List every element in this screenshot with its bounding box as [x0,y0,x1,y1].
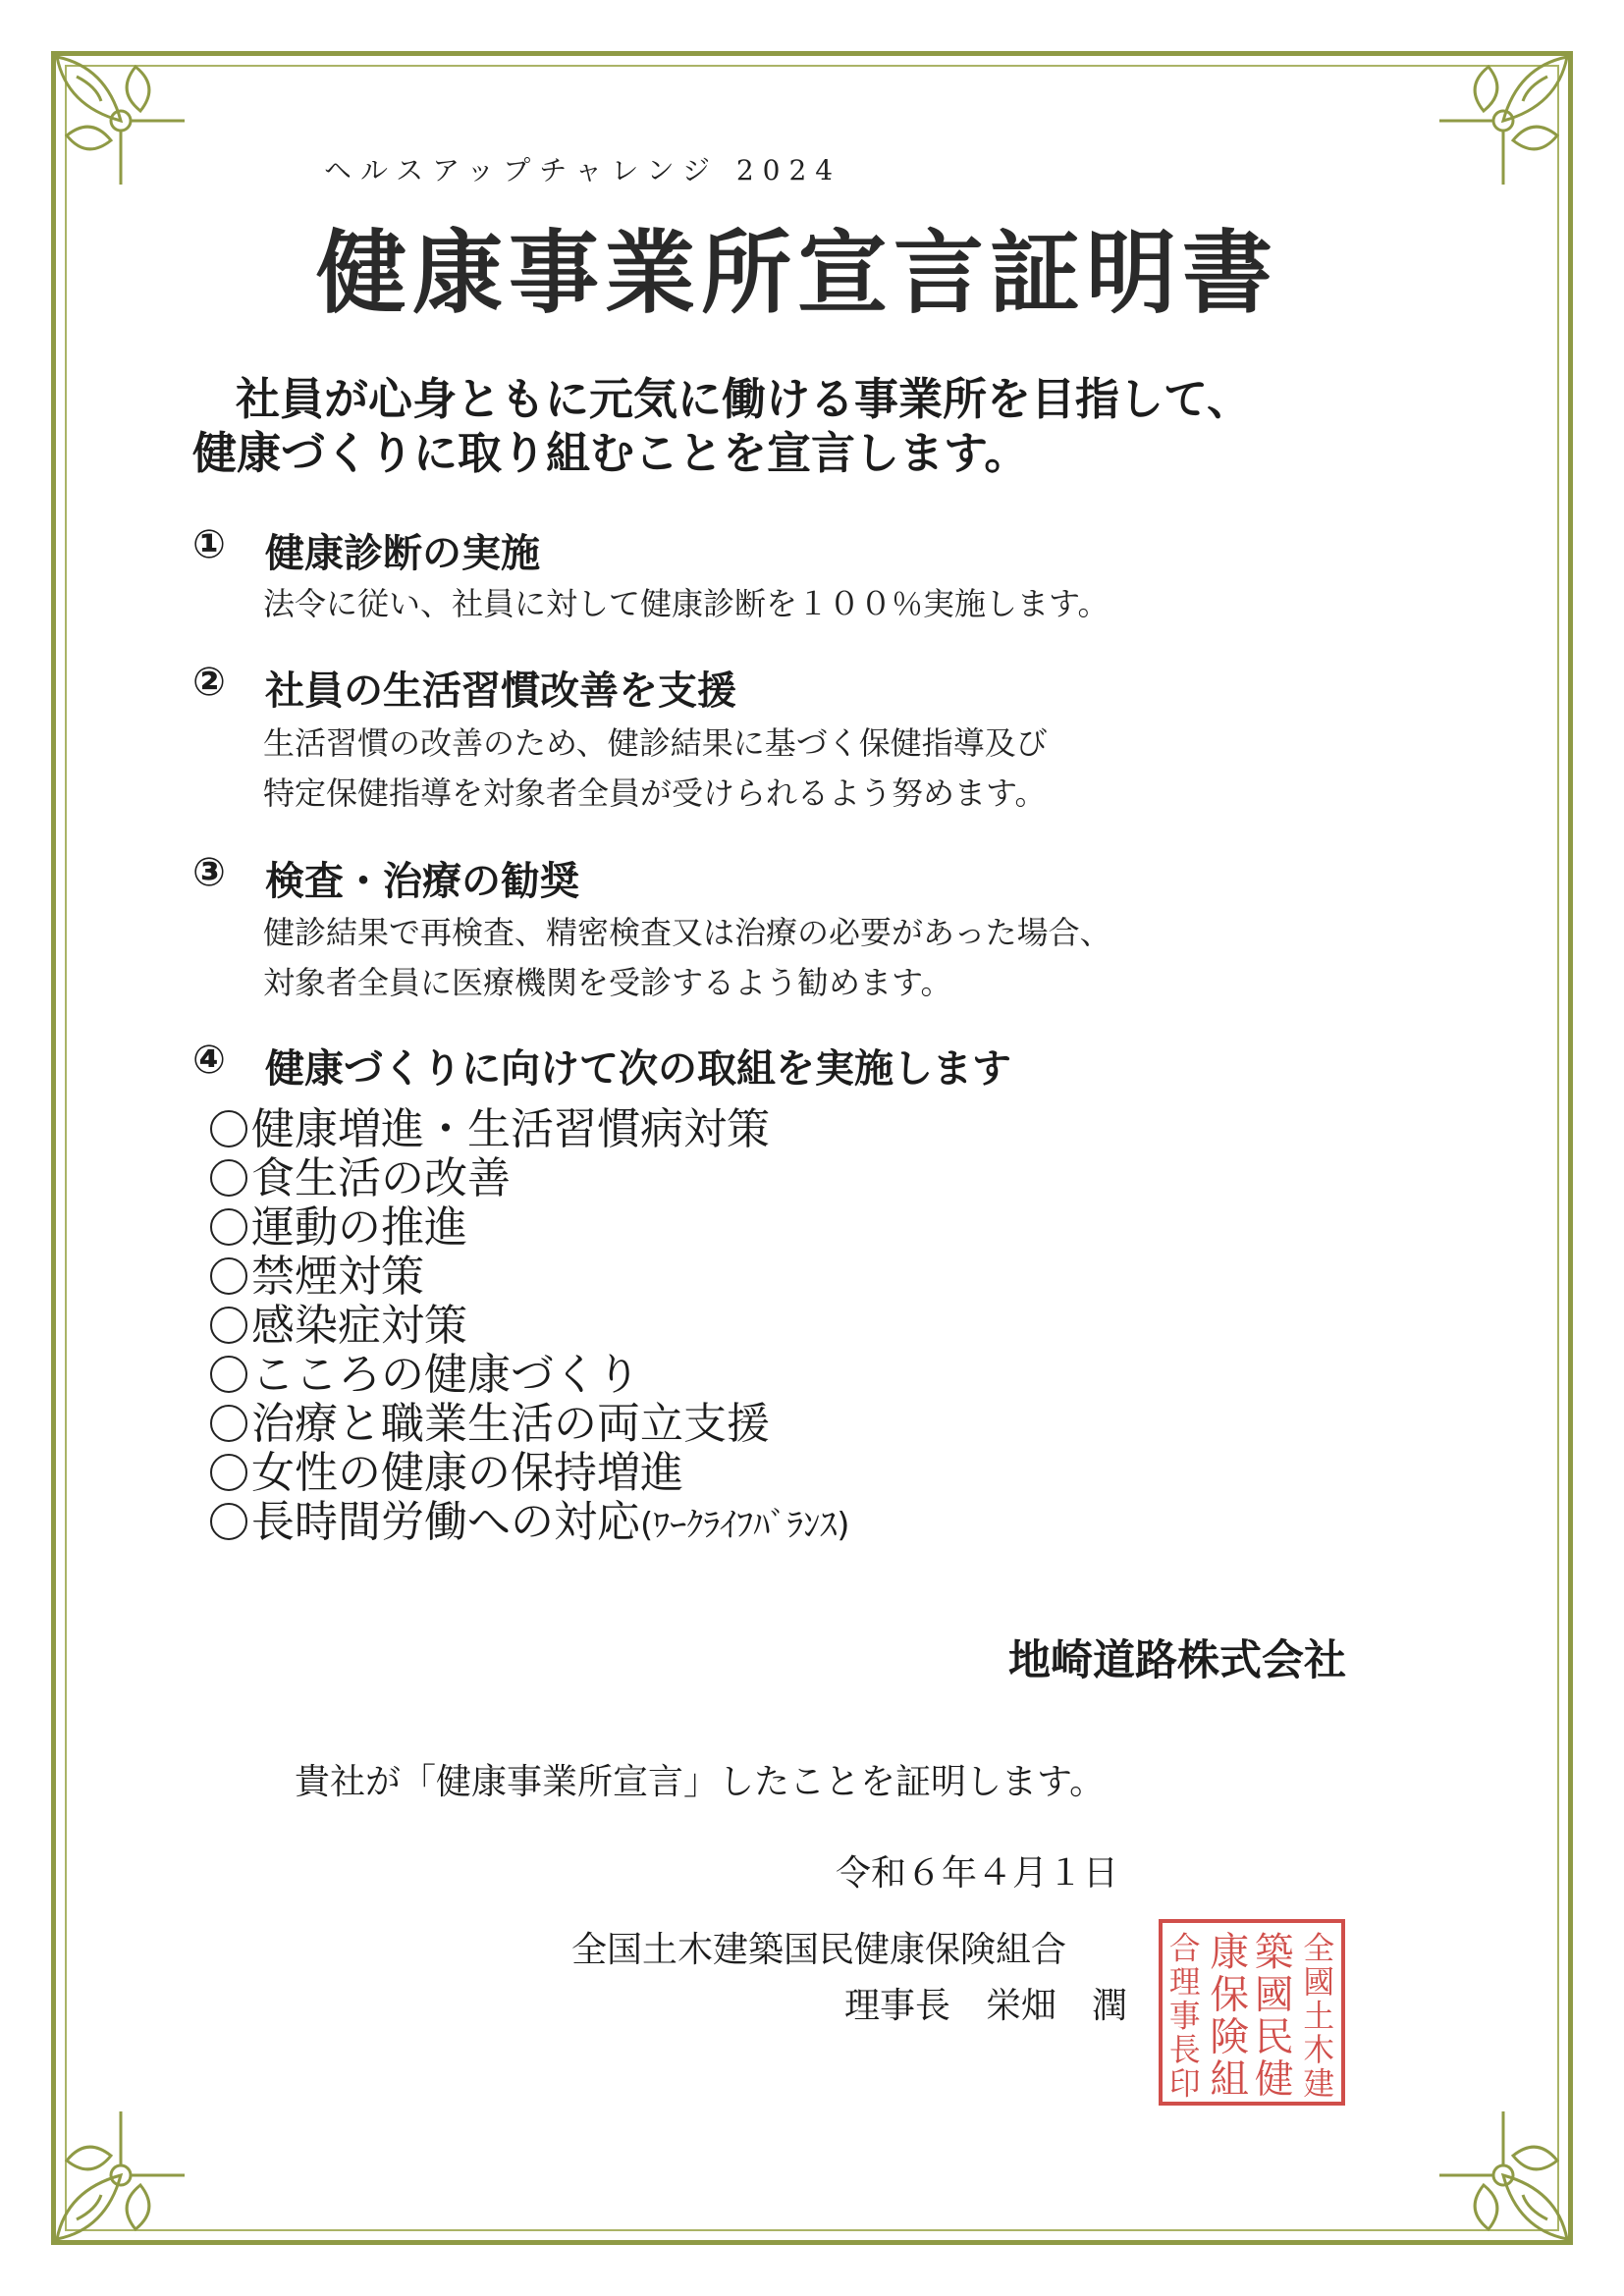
seal-character: 國 [1254,1972,1294,2018]
circle-bullet-icon [210,1356,247,1393]
item-number: ④ [192,1038,226,1083]
seal-character: 民 [1254,2014,1294,2060]
item-heading: 検査・治療の勧奨 [265,859,579,904]
circle-bullet-icon [210,1454,247,1491]
list-item: 女性の健康の保持増進 [210,1449,850,1498]
seal-character: 健 [1254,2056,1294,2102]
list-item: 治療と職業生活の両立支援 [210,1400,850,1449]
item-heading: 健康診断の実施 [265,531,540,576]
seal-character: 理 [1168,1964,1201,2001]
seal-character: 木 [1303,2032,1335,2068]
seal-character: 土 [1303,1999,1335,2035]
item-body-line: 生活習慣の改善のため、健診結果に基づく保健指導及び [263,724,1048,762]
seal-character: 険 [1210,2014,1250,2060]
item-body-line: 法令に従い、社員に対して健康診断を１００％実施します。 [263,585,1110,622]
certificate-title: 健康事業所宣言証明書 [316,220,1279,326]
seal-character: 事 [1168,1999,1201,2035]
issuer-organization: 全国土木建築国民健康保険組合 [571,1930,1067,1970]
intro-line-2: 健康づくりに取り組むことを宣言します。 [192,427,1029,479]
corner-ornament-top-left [47,47,194,194]
list-item: 運動の推進 [210,1203,850,1253]
circle-bullet-icon [210,1503,247,1540]
circle-bullet-icon [210,1159,247,1197]
seal-character: 保 [1210,1972,1250,2018]
item-number: ② [192,660,226,705]
corner-ornament-bottom-left [47,2102,194,2249]
seal-character: 康 [1210,1930,1250,1976]
company-name: 地崎道路株式会社 [1008,1636,1346,1685]
seal-character: 全 [1303,1931,1335,1967]
seal-character: 組 [1210,2056,1250,2102]
list-item: こころの健康づくり [210,1351,850,1400]
list-item: 健康増進・生活習慣病対策 [210,1105,850,1154]
list-item: 食生活の改善 [210,1154,850,1203]
seal-character: 印 [1168,2066,1201,2102]
certification-text: 貴社が「健康事業所宣言」したことを証明します。 [295,1762,1106,1802]
seal-character: 長 [1168,2032,1201,2068]
item-number: ③ [192,850,226,895]
activity-list [210,1105,850,1547]
activity-note: (ﾜｰｸﾗｲﾌﾊﾞﾗﾝｽ) [640,1506,850,1545]
issuer-title-name: 理事長 栄畑 潤 [844,1986,1128,2026]
list-item: 感染症対策 [210,1302,850,1351]
circle-bullet-icon [210,1257,247,1295]
item-heading: 社員の生活習慣改善を支援 [265,668,736,714]
circle-bullet-icon [210,1208,247,1246]
list-item: 禁煙対策 [210,1253,850,1302]
issue-date: 令和６年４月１日 [836,1853,1119,1894]
seal-character: 合 [1168,1931,1201,1967]
intro-line-1: 社員が心身ともに元気に働ける事業所を目指して、 [236,373,1252,425]
official-seal-stamp [1159,1919,1345,2106]
seal-character: 築 [1254,1930,1294,1976]
certificate-subtitle: ヘルスアップチャレンジ 2024 [324,154,842,187]
item-number: ① [192,522,226,567]
circle-bullet-icon [210,1307,247,1344]
circle-bullet-icon [210,1110,247,1148]
item-heading: 健康づくりに向けて次の取組を実施します [265,1046,1011,1092]
item-body-line: 対象者全員に医療機関を受診するよう勧めます。 [263,964,952,1001]
circle-bullet-icon [210,1405,247,1442]
item-body-line: 健診結果で再検査、精密検査又は治療の必要があった場合、 [263,914,1111,951]
corner-ornament-top-right [1430,47,1577,194]
seal-character: 國 [1303,1964,1335,2001]
list-item: 長時間労働への対応(ﾜｰｸﾗｲﾌﾊﾞﾗﾝｽ) [210,1498,850,1547]
corner-ornament-bottom-right [1430,2102,1577,2249]
seal-character: 建 [1303,2066,1335,2102]
item-body-line: 特定保健指導を対象者全員が受けられるよう努めます。 [263,774,1047,812]
